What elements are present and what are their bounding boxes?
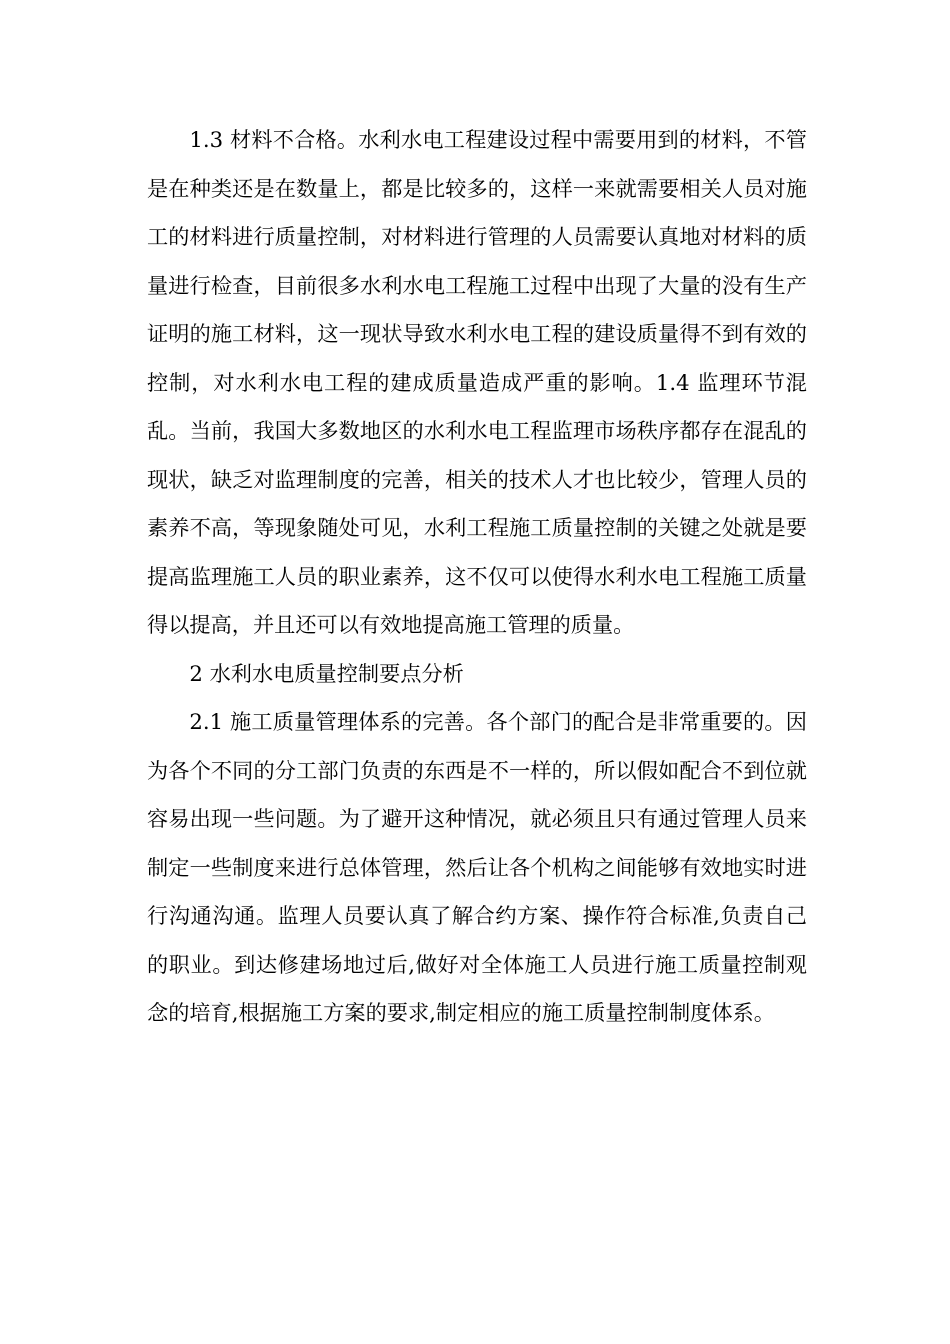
document-body [147,116,807,1038]
section-heading-quality-control: 2 水利水电质量控制要点分析 [189,660,464,686]
paragraph-quality-management-system: 2.1 施工质量管理体系的完善。各个部门的配合是非常重要的。因为各个不同的分工部门负责的东西是不一样的，所以假如配合不到位就容易出现一些问题。为了避开这种情况，就必须且只有通过管理人员来制定一些制度来进行总体管理，然后让各个机构之间能够有效地实时进行沟通沟通。监理人员要认真了解合约方案、操作符合标准,负责自己的职业。到达修建场地过后,做好对全体施工人员进行施工质量控制观念的培育,根据施工方案的要求,制定相应的施工质量控制制度体系。 [147,709,807,1025]
paragraph-materials-supervision: 1.3 材料不合格。水利水电工程建设过程中需要用到的材料，不管是在种类还是在数量上，都是比较多的，这样一来就需要相关人员对施工的材料进行质量控制，对材料进行管理的人员需要认真地对材料的质量进行检查，目前很多水利水电工程施工过程中出现了大量的没有生产证明的施工材料，这一现状导致水利水电工程的建设质量得不到有效的控制，对水利水电工程的建成质量造成严重的影响。1.4 监理环节混乱。当前，我国大多数地区的水利水电工程监理市场秩序都存在混乱的现状，缺乏对监理制度的完善，相关的技术人才也比较少，管理人员的素养不高，等现象随处可见，水利工程施工质量控制的关键之处就是要提高监理施工人员的职业素养，这不仅可以使得水利水电工程施工质量得以提高，并且还可以有效地提高施工管理的质量。 [147,127,807,637]
